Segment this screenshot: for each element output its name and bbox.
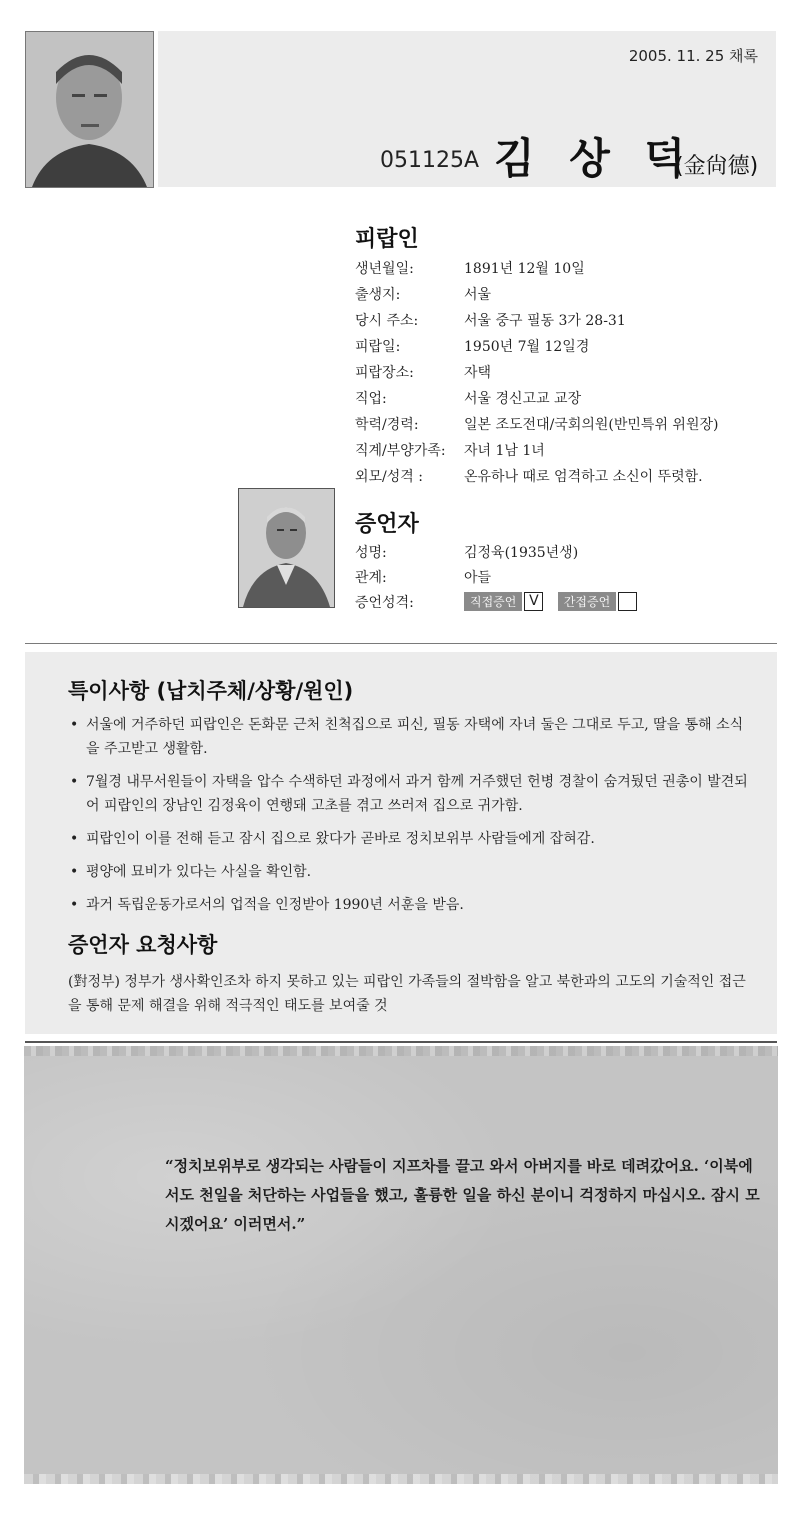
- victim-field-row: [355, 362, 785, 388]
- field-value: 1891년 12월 10일: [464, 261, 585, 277]
- field-value: 자택: [464, 365, 492, 381]
- victim-photo: [25, 31, 154, 188]
- field-value: 일본 조도전대/국회의원(반민특위 위원장): [464, 417, 719, 433]
- victim-field-row: [355, 440, 785, 466]
- direct-testimony-checkbox: V: [524, 592, 543, 611]
- person-name: 김 상 덕: [494, 134, 695, 183]
- field-label: 관계:: [355, 570, 387, 586]
- list-item: • 피랍인이 이를 전해 듣고 잠시 집으로 왔다가 곧바로 정치보위부 사람들에게 잡혀감.: [68, 827, 756, 851]
- field-label: 직업:: [355, 391, 387, 407]
- list-item: • 과거 독립운동가로서의 업적을 인정받아 1990년 서훈을 받음.: [68, 893, 756, 917]
- request-text: (對정부) 정부가 생사확인조차 하지 못하고 있는 피랍인 가족들의 절박함을 알고 북한과의 고도의 기술적인 접근을 통해 문제 해결을 위해 적극적인 태도를 보여줄 것: [68, 974, 746, 1014]
- victim-field-row: [355, 258, 785, 284]
- list-item: • 서울에 거주하던 피랍인은 돈화문 근처 친척집으로 피신, 필동 자택에 자녀 둘은 그대로 두고, 딸을 통해 소식을 주고받고 생활함.: [68, 713, 756, 761]
- record-id: 051125A: [380, 148, 480, 173]
- witness-field-row: [355, 592, 785, 618]
- victim-field-row: [355, 466, 785, 492]
- field-value: 김정육(1935년생): [464, 545, 579, 561]
- request-title: 증언자 요청사항: [68, 933, 218, 957]
- witness-photo: [238, 488, 335, 608]
- quote-panel-edge: [24, 1474, 778, 1484]
- indirect-testimony-chip: 간접증언: [558, 592, 616, 611]
- field-label: 피랍장소:: [355, 365, 414, 381]
- field-value: 아들: [464, 570, 492, 586]
- field-label: 직계/부양가족:: [355, 443, 446, 459]
- testimony-type-options: [464, 592, 647, 611]
- notes-title: 특이사항 (납치주체/상황/원인): [68, 679, 354, 703]
- victim-section-title: 피랍인: [355, 227, 419, 252]
- direct-testimony-chip: 직접증언: [464, 592, 522, 611]
- field-value: 서울: [464, 287, 492, 303]
- field-value: 자녀 1남 1녀: [464, 443, 545, 459]
- notes-list: [68, 713, 756, 926]
- list-item: • 7월경 내무서원들이 자택을 압수 수색하던 과정에서 과거 함께 거주했던 헌병 경찰이 숨겨뒀던 권총이 발견되어 피랍인의 장남인 김정육이 연행돼 고초를 겪고 쓰러져 집으로 귀가함.: [68, 770, 756, 818]
- record-date: 2005. 11. 25 채록: [628, 47, 758, 65]
- victim-field-row: [355, 284, 785, 310]
- field-label: 당시 주소:: [355, 313, 419, 329]
- field-label: 생년월일:: [355, 261, 414, 277]
- section-divider: [25, 643, 777, 644]
- quote-panel: [24, 1046, 778, 1484]
- field-label: 성명:: [355, 545, 387, 561]
- list-item: • 평양에 묘비가 있다는 사실을 확인함.: [68, 860, 756, 884]
- testimony-quote: “정치보위부로 생각되는 사람들이 지프차를 끌고 와서 아버지를 바로 데려갔어요. ‘이북에서도 천일을 처단하는 사업들을 했고, 훌륭한 일을 하신 분이니 걱정하지 마십시오. 잠시 모시겠어요’ 이러면서.”: [165, 1157, 760, 1233]
- witness-field-row: [355, 542, 785, 568]
- field-label: 증언성격:: [355, 595, 414, 611]
- quote-panel-edge: [24, 1046, 778, 1056]
- victim-field-row: [355, 388, 785, 414]
- field-label: 외모/성격 :: [355, 469, 423, 485]
- field-label: 학력/경력:: [355, 417, 419, 433]
- victim-field-row: [355, 310, 785, 336]
- section-divider: [25, 1041, 777, 1043]
- field-value: 온유하나 때로 엄격하고 소신이 뚜렷함.: [464, 469, 703, 485]
- victim-field-row: [355, 336, 785, 362]
- field-value: 서울 경신고교 교장: [464, 391, 582, 407]
- victim-field-row: [355, 414, 785, 440]
- field-value: 1950년 7월 12일경: [464, 339, 590, 355]
- field-value: 서울 중구 필동 3가 28-31: [464, 313, 626, 329]
- notes-panel: [25, 652, 777, 1034]
- field-label: 피랍일:: [355, 339, 401, 355]
- witness-section-title: 증언자: [355, 512, 419, 537]
- field-label: 출생지:: [355, 287, 401, 303]
- witness-field-row: [355, 567, 785, 593]
- indirect-testimony-checkbox: [618, 592, 637, 611]
- person-name-hanja: (金尙德): [675, 154, 759, 179]
